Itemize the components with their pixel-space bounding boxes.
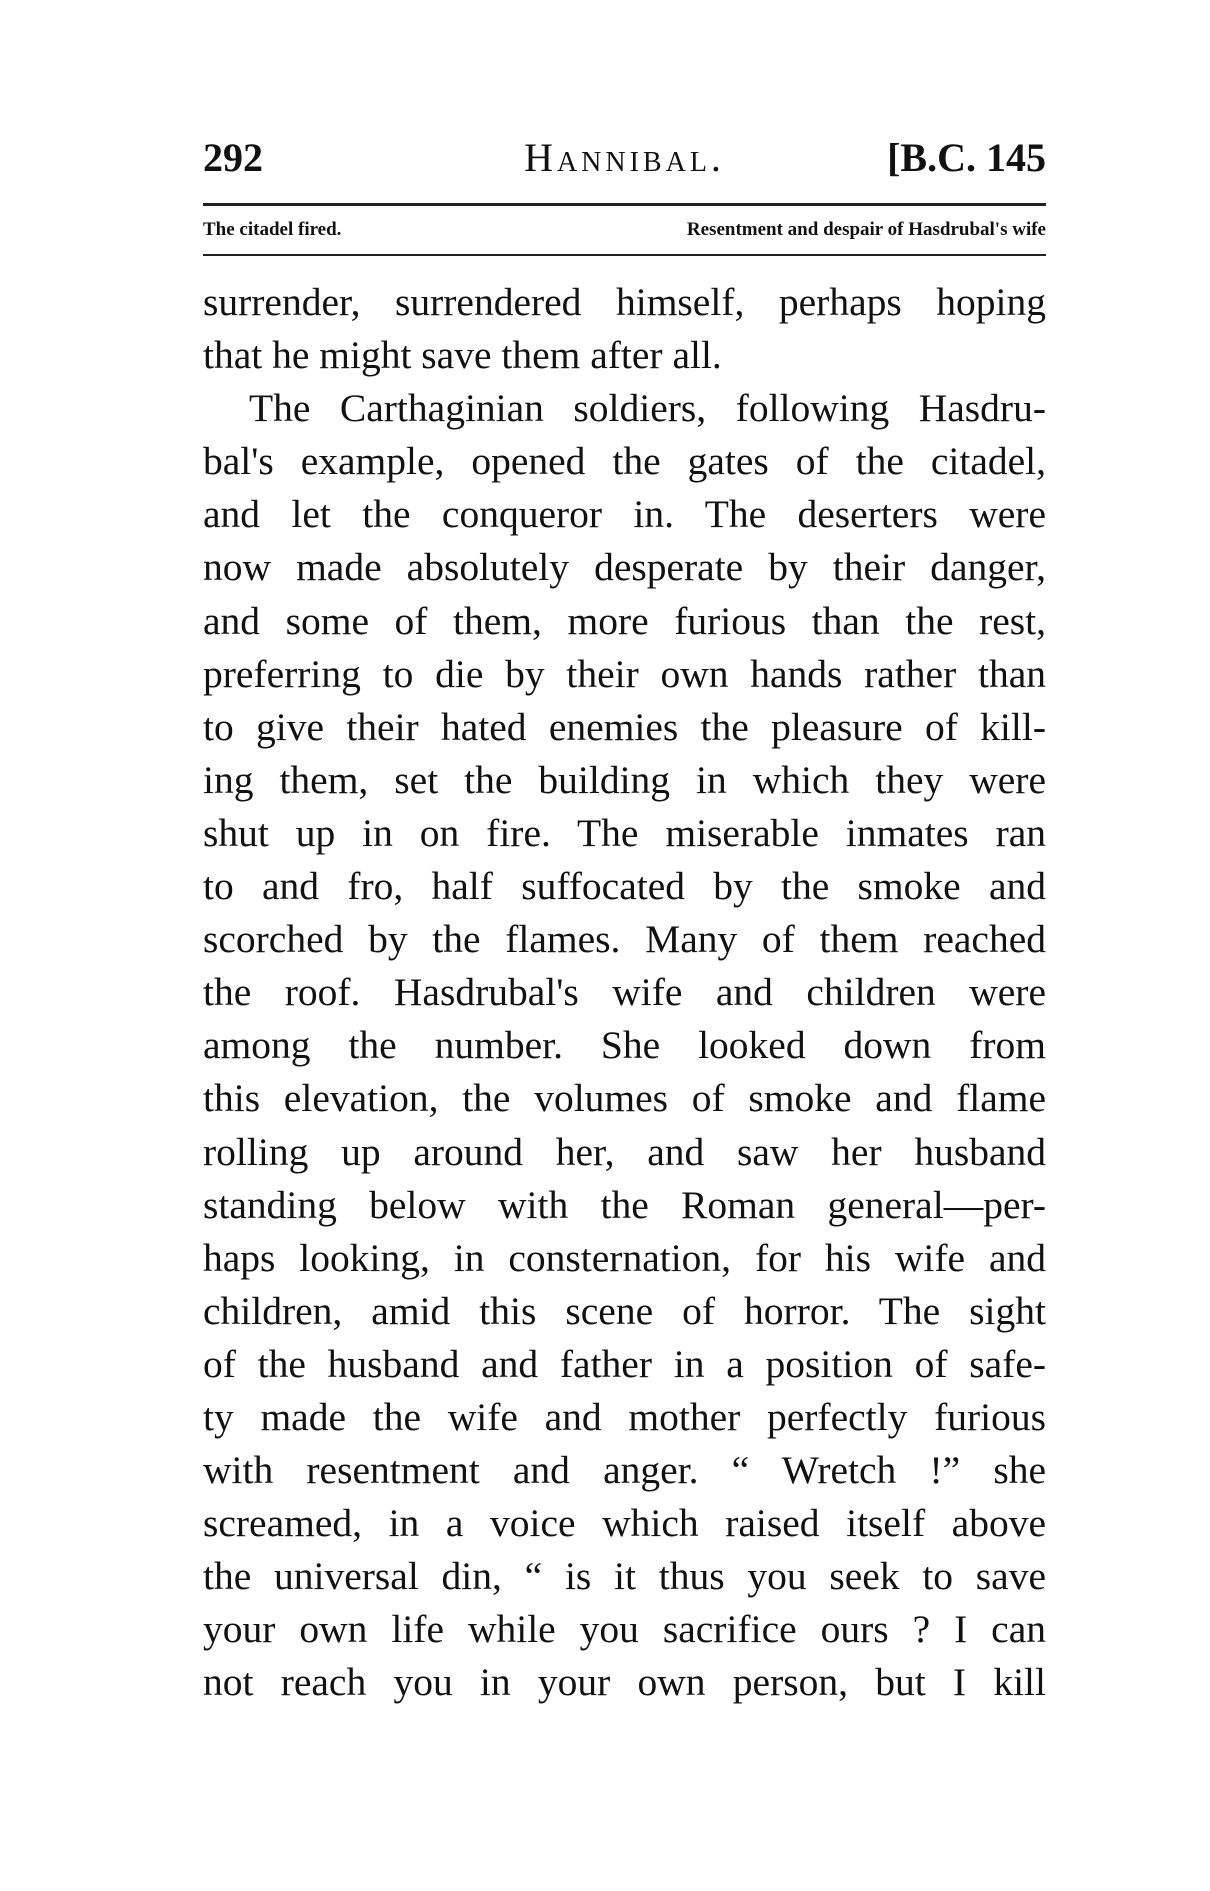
text-line: screamed, in a voice which raised itself above [203,1501,1046,1546]
text-line: the roof. Hasdrubal's wife and children were [203,970,1046,1015]
text-line: rolling up around her, and saw her husband [203,1129,1046,1174]
text-line: standing below with the Roman general—per- [203,1182,1046,1227]
text-line: among the number. She looked down from [203,1023,1046,1068]
page-number: 292 [203,135,263,180]
text-line: The Carthaginian soldiers, following Hasdru- [249,386,1046,431]
text-line: preferring to die by their own hands rather than [203,651,1046,696]
header-rule-bottom [203,254,1046,256]
text-line: to and fro, half suffocated by the smoke and [203,864,1046,909]
subhead-left: The citadel fired. [203,219,342,240]
body-text [203,276,1046,1710]
text-line: haps looking, in consternation, for his wife and [203,1235,1046,1280]
page-header [203,128,1046,188]
text-line: scorched by the flames. Many of them reached [203,917,1046,962]
subhead-right: Resentment and despair of Hasdrubal's wife [686,219,1046,240]
text-line: that he might save them after all. [203,333,722,378]
text-line: not reach you in your own person, but I kill [203,1660,1046,1705]
text-line: your own life while you sacrifice ours ? I can [203,1607,1046,1652]
text-line: to give their hated enemies the pleasure of kill- [203,704,1046,749]
header-rule-top [203,203,1046,206]
text-line: ty made the wife and mother perfectly furious [203,1394,1046,1439]
text-line: children, amid this scene of horror. The sight [203,1288,1046,1333]
text-line: with resentment and anger. “ Wretch !” she [203,1448,1046,1493]
text-line: and some of them, more furious than the rest, [203,598,1046,643]
marginal-subheads [203,213,1046,247]
era-marker: [B.C. 145 [887,135,1046,180]
text-line: now made absolutely desperate by their danger, [203,545,1046,590]
running-title: Hannibal. [524,135,725,180]
text-line: of the husband and father in a position of safe- [203,1341,1046,1386]
text-line: this elevation, the volumes of smoke and flame [203,1076,1046,1121]
text-line: the universal din, “ is it thus you seek to save [203,1554,1046,1599]
text-line: surrender, surrendered himself, perhaps hoping [203,280,1046,324]
text-line: shut up in on fire. The miserable inmates ran [203,810,1046,855]
text-line: ing them, set the building in which they were [203,757,1046,802]
text-line: bal's example, opened the gates of the citadel, [203,439,1046,484]
text-line: and let the conqueror in. The deserters were [203,492,1046,537]
